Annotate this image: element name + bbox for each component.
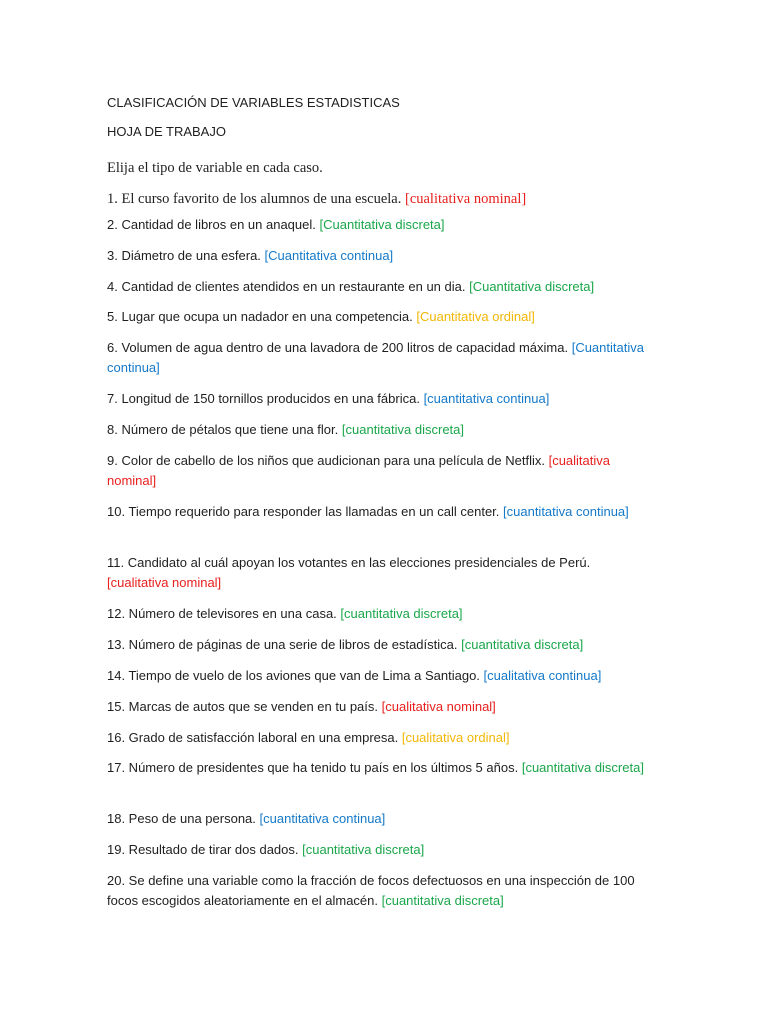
question-text: 9. Color de cabello de los niños que audicionan para una película de Netflix. [107,453,549,468]
question-item [107,604,652,624]
question-item [107,338,652,378]
question-item [107,697,652,717]
question-text: 8. Número de pétalos que tiene una flor. [107,422,342,437]
question-text: 4. Cantidad de clientes atendidos en un restaurante en un dia. [107,279,470,294]
answer-tag: [cualitativa nominal] [107,575,222,590]
question-text: 6. Volumen de agua dentro de una lavadora de 200 litros de capacidad máxima. [107,340,572,355]
question-item [107,307,652,327]
question-text: 11. Candidato al cuál apoyan los votantes en las elecciones presidenciales de Perú. [107,555,591,570]
question-item [107,277,652,297]
answer-tag: [Cuantitativa discreta] [469,279,595,294]
answer-tag: [cualitativa continua] [483,668,602,683]
page-subtitle: HOJA DE TRABAJO [107,124,226,139]
answer-tag: [cualitativa nominal] [404,191,527,207]
answer-tag: [cuantitativa discreta] [302,842,425,857]
question-item [107,389,652,409]
answer-tag: [cuantitativa discreta] [341,422,465,437]
question-text: 2. Cantidad de libros en un anaquel. [107,217,320,232]
question-item [107,189,652,209]
answer-tag: [cuantitativa continua] [423,391,550,406]
answer-tag: [cualitativa ordinal] [401,730,510,745]
question-item [107,553,652,593]
question-item [107,502,652,522]
answer-tag: [cualitativa nominal] [381,699,496,714]
question-text: 19. Resultado de tirar dos dados. [107,842,303,857]
question-item [107,809,652,829]
answer-tag: [cuantitativa discreta] [340,606,463,621]
question-item [107,635,652,655]
question-item [107,215,652,235]
question-text: 17. Número de presidentes que ha tenido tu país en los últimos 5 años. [107,760,522,775]
question-text: 3. Diámetro de una esfera. [107,248,265,263]
question-item [107,246,652,266]
instruction-text: Elija el tipo de variable en cada caso. [107,160,323,176]
question-text: 10. Tiempo requerido para responder las llamadas en un call center. [107,504,504,519]
answer-tag: [Cuantitativa continua] [264,248,394,263]
question-item [107,666,652,686]
question-text: 14. Tiempo de vuelo de los aviones que van de Lima a Santiago. [107,668,484,683]
question-item [107,451,652,491]
question-text: 12. Número de televisores en una casa. [107,606,341,621]
answer-tag: [cualitativa nominal] [107,453,610,488]
question-text: 15. Marcas de autos que se venden en tu país. [107,699,382,714]
answer-tag: [cuantitativa discreta] [461,637,584,652]
answer-tag: [cuantitativa continua] [503,504,629,519]
answer-tag: [cuantitativa discreta] [521,760,644,775]
question-item [107,840,652,860]
question-item [107,758,652,778]
question-item [107,871,652,911]
question-text: 16. Grado de satisfacción laboral en una empresa. [107,730,402,745]
answer-tag: [Cuantitativa continua] [107,340,644,375]
answer-tag: [Cuantitativa ordinal] [416,309,535,324]
question-text: 20. Se define una variable como la fracción de focos defectuosos en una inspección de 100 focos escogidos aleatoriamente en el almacén. [107,873,635,908]
question-text: 7. Longitud de 150 tornillos producidos en una fábrica. [107,391,424,406]
question-text: 13. Número de páginas de una serie de libros de estadística. [107,637,462,652]
answer-tag: [Cuantitativa discreta] [319,217,445,232]
question-item [107,728,652,748]
answer-tag: [cuantitativa continua] [259,811,386,826]
question-item [107,420,652,440]
question-text: 18. Peso de una persona. [107,811,260,826]
question-text: 1. El curso favorito de los alumnos de una escuela. [107,191,405,207]
question-text: 5. Lugar que ocupa un nadador en una competencia. [107,309,417,324]
page-title: CLASIFICACIÓN DE VARIABLES ESTADISTICAS [107,95,400,110]
answer-tag: [cuantitativa discreta] [381,893,504,908]
